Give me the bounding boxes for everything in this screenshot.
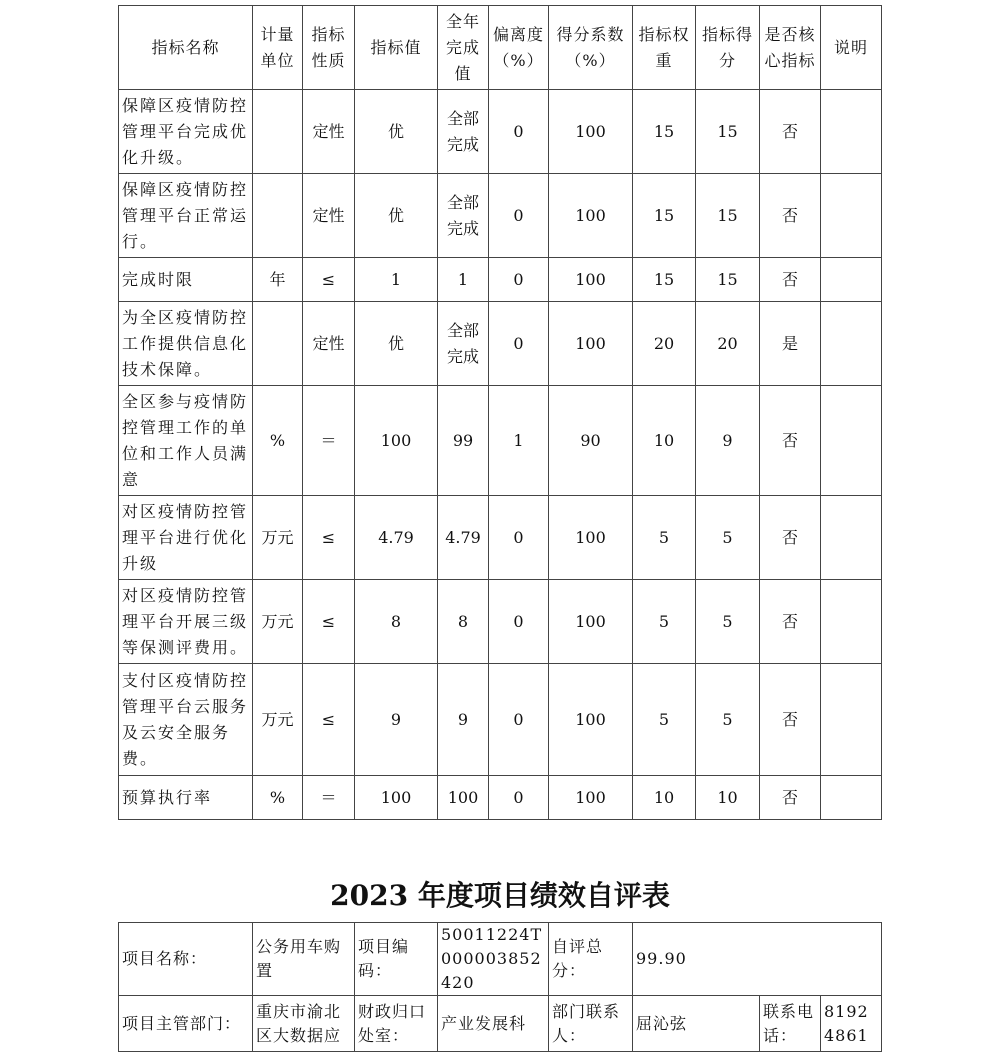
- header-row: [119, 6, 882, 90]
- deviation-cell: 0: [489, 776, 549, 820]
- deviation-cell: 0: [489, 664, 549, 776]
- info-row-project: [119, 923, 882, 996]
- finance-office-value: 产业发展科: [438, 996, 549, 1052]
- unit-cell: 万元: [253, 580, 303, 664]
- indicator-name-cell: 保障区疫情防控管理平台完成优化升级。: [119, 90, 253, 174]
- indicator-name-cell: 对区疫情防控管理平台进行优化升级: [119, 496, 253, 580]
- actual-value-cell: 全部完成: [438, 174, 489, 258]
- coefficient-cell: 90: [549, 386, 633, 496]
- department-label: 项目主管部门：: [119, 996, 253, 1052]
- target-value-cell: 优: [355, 302, 438, 386]
- project-name-value: 公务用车购置: [253, 923, 355, 996]
- coefficient-cell: 100: [549, 174, 633, 258]
- actual-value-cell: 1: [438, 258, 489, 302]
- coefficient-cell: 100: [549, 664, 633, 776]
- weight-cell: 5: [633, 580, 696, 664]
- actual-value-cell: 9: [438, 664, 489, 776]
- nature-cell: 定性: [303, 302, 355, 386]
- target-value-cell: 4.79: [355, 496, 438, 580]
- target-value-cell: 8: [355, 580, 438, 664]
- note-cell: [821, 776, 882, 820]
- indicator-table: [118, 5, 882, 820]
- score-cell: 15: [696, 258, 760, 302]
- note-cell: [821, 664, 882, 776]
- header-cell: 指标得分: [696, 6, 760, 90]
- project-name-label: 项目名称：: [119, 923, 253, 996]
- score-cell: 15: [696, 174, 760, 258]
- indicator-row: [119, 580, 882, 664]
- note-cell: [821, 496, 882, 580]
- actual-value-cell: 8: [438, 580, 489, 664]
- score-cell: 5: [696, 580, 760, 664]
- weight-cell: 5: [633, 664, 696, 776]
- core-indicator-cell: 否: [760, 496, 821, 580]
- unit-cell: 万元: [253, 496, 303, 580]
- header-cell: 全年完成值: [438, 6, 489, 90]
- indicator-row: [119, 302, 882, 386]
- nature-cell: ＝: [303, 386, 355, 496]
- department-value: 重庆市渝北区大数据应: [253, 996, 355, 1052]
- nature-cell: ≤: [303, 496, 355, 580]
- unit-cell: [253, 174, 303, 258]
- core-indicator-cell: 否: [760, 90, 821, 174]
- core-indicator-cell: 否: [760, 258, 821, 302]
- phone-label: 联系电话：: [760, 996, 821, 1052]
- unit-cell: [253, 90, 303, 174]
- coefficient-cell: 100: [549, 258, 633, 302]
- indicator-name-cell: 完成时限: [119, 258, 253, 302]
- weight-cell: 15: [633, 174, 696, 258]
- deviation-cell: 0: [489, 258, 549, 302]
- header-cell: 指标性质: [303, 6, 355, 90]
- header-cell: 指标值: [355, 6, 438, 90]
- self-score-value: 99.90: [633, 923, 882, 996]
- header-cell: 指标名称: [119, 6, 253, 90]
- phone-value: 81924861: [821, 996, 882, 1052]
- form-title: 2023 年度项目绩效自评表: [330, 879, 670, 912]
- indicator-name-cell: 预算执行率: [119, 776, 253, 820]
- info-row-department: [119, 996, 882, 1052]
- header-cell: 得分系数（%）: [549, 6, 633, 90]
- header-cell: 是否核心指标: [760, 6, 821, 90]
- finance-office-label: 财政归口处室：: [355, 996, 438, 1052]
- score-cell: 5: [696, 496, 760, 580]
- coefficient-cell: 100: [549, 580, 633, 664]
- indicator-table-body: [119, 90, 882, 820]
- note-cell: [821, 258, 882, 302]
- target-value-cell: 优: [355, 174, 438, 258]
- deviation-cell: 0: [489, 496, 549, 580]
- target-value-cell: 100: [355, 386, 438, 496]
- core-indicator-cell: 否: [760, 386, 821, 496]
- unit-cell: 万元: [253, 664, 303, 776]
- actual-value-cell: 4.79: [438, 496, 489, 580]
- weight-cell: 10: [633, 776, 696, 820]
- core-indicator-cell: 否: [760, 580, 821, 664]
- unit-cell: %: [253, 776, 303, 820]
- project-info-table: [118, 922, 882, 1052]
- indicator-row: [119, 776, 882, 820]
- contact-label: 部门联系人：: [549, 996, 633, 1052]
- project-code-value: 50011224T000003852420: [438, 923, 549, 996]
- header-cell: 计量单位: [253, 6, 303, 90]
- indicator-row: [119, 174, 882, 258]
- nature-cell: ≤: [303, 580, 355, 664]
- self-score-label: 自评总分：: [549, 923, 633, 996]
- core-indicator-cell: 否: [760, 776, 821, 820]
- indicator-row: [119, 664, 882, 776]
- weight-cell: 20: [633, 302, 696, 386]
- core-indicator-cell: 是: [760, 302, 821, 386]
- nature-cell: ≤: [303, 258, 355, 302]
- weight-cell: 5: [633, 496, 696, 580]
- indicator-name-cell: 支付区疫情防控管理平台云服务及云安全服务费。: [119, 664, 253, 776]
- deviation-cell: 1: [489, 386, 549, 496]
- target-value-cell: 优: [355, 90, 438, 174]
- actual-value-cell: 全部完成: [438, 90, 489, 174]
- target-value-cell: 1: [355, 258, 438, 302]
- deviation-cell: 0: [489, 580, 549, 664]
- deviation-cell: 0: [489, 90, 549, 174]
- note-cell: [821, 174, 882, 258]
- coefficient-cell: 100: [549, 496, 633, 580]
- indicator-row: [119, 496, 882, 580]
- contact-value: 屈沁弦: [633, 996, 760, 1052]
- indicator-name-cell: 全区参与疫情防控管理工作的单位和工作人员满意: [119, 386, 253, 496]
- indicator-row: [119, 258, 882, 302]
- nature-cell: 定性: [303, 90, 355, 174]
- note-cell: [821, 580, 882, 664]
- indicator-name-cell: 保障区疫情防控管理平台正常运行。: [119, 174, 253, 258]
- nature-cell: ≤: [303, 664, 355, 776]
- unit-cell: %: [253, 386, 303, 496]
- deviation-cell: 0: [489, 174, 549, 258]
- core-indicator-cell: 否: [760, 174, 821, 258]
- score-cell: 20: [696, 302, 760, 386]
- nature-cell: 定性: [303, 174, 355, 258]
- score-cell: 5: [696, 664, 760, 776]
- note-cell: [821, 386, 882, 496]
- header-cell: 偏离度（%）: [489, 6, 549, 90]
- indicator-row: [119, 386, 882, 496]
- indicator-name-cell: 对区疫情防控管理平台开展三级等保测评费用。: [119, 580, 253, 664]
- indicator-name-cell: 为全区疫情防控工作提供信息化技术保障。: [119, 302, 253, 386]
- deviation-cell: 0: [489, 302, 549, 386]
- unit-cell: [253, 302, 303, 386]
- note-cell: [821, 302, 882, 386]
- core-indicator-cell: 否: [760, 664, 821, 776]
- weight-cell: 10: [633, 386, 696, 496]
- actual-value-cell: 99: [438, 386, 489, 496]
- score-cell: 9: [696, 386, 760, 496]
- project-code-label: 项目编码：: [355, 923, 438, 996]
- unit-cell: 年: [253, 258, 303, 302]
- score-cell: 10: [696, 776, 760, 820]
- note-cell: [821, 90, 882, 174]
- score-cell: 15: [696, 90, 760, 174]
- weight-cell: 15: [633, 258, 696, 302]
- nature-cell: ＝: [303, 776, 355, 820]
- target-value-cell: 9: [355, 664, 438, 776]
- header-cell: 说明: [821, 6, 882, 90]
- indicator-row: [119, 90, 882, 174]
- coefficient-cell: 100: [549, 90, 633, 174]
- coefficient-cell: 100: [549, 302, 633, 386]
- coefficient-cell: 100: [549, 776, 633, 820]
- actual-value-cell: 100: [438, 776, 489, 820]
- header-cell: 指标权重: [633, 6, 696, 90]
- actual-value-cell: 全部完成: [438, 302, 489, 386]
- target-value-cell: 100: [355, 776, 438, 820]
- weight-cell: 15: [633, 90, 696, 174]
